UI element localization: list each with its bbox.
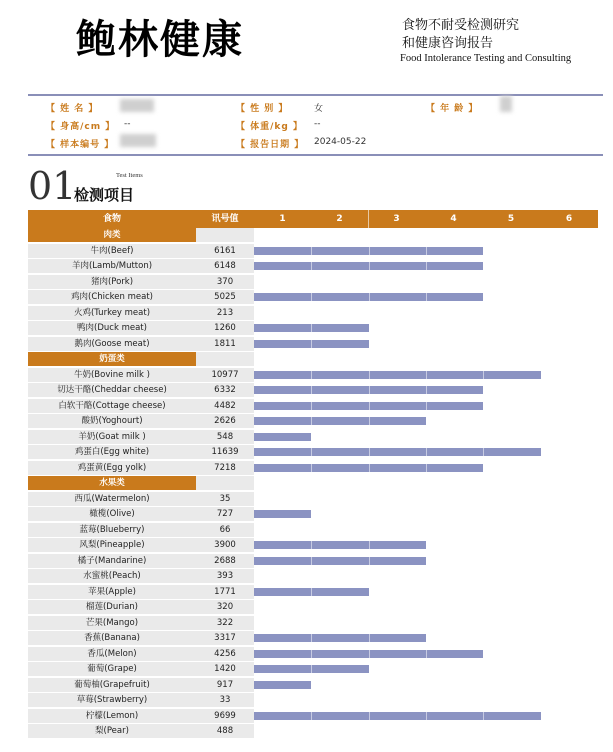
signal-value: 1771 [196, 585, 254, 600]
signal-value: 727 [196, 507, 254, 522]
table-row [28, 492, 598, 507]
food-name: 香瓜(Melon) [28, 647, 196, 662]
subtitle-line2: 和健康咨询报告 [402, 36, 494, 51]
food-name: 橘子(Mandarine) [28, 554, 196, 569]
food-name: 蓝莓(Blueberry) [28, 523, 196, 538]
bar-segment-divider [311, 371, 312, 379]
food-name: 白软干酪(Cottage cheese) [28, 399, 196, 414]
bar-segment-divider [369, 448, 370, 456]
section-title-en: Test Items [116, 172, 143, 179]
signal-value: 393 [196, 569, 254, 584]
food-name: 鸭肉(Duck meat) [28, 321, 196, 336]
category-row [28, 352, 598, 367]
signal-value: 2626 [196, 414, 254, 429]
table-row [28, 616, 598, 631]
bar-segment-divider [311, 541, 312, 549]
food-name: 风梨(Pineapple) [28, 538, 196, 553]
signal-value: 33 [196, 693, 254, 708]
age-label: 【 年 龄 】 [426, 104, 479, 114]
signal-value: 66 [196, 523, 254, 538]
header-level-5: 5 [507, 214, 515, 224]
table-row [28, 306, 598, 321]
name-redacted [120, 99, 154, 112]
bar-segment-divider [426, 262, 427, 270]
bar-segment-divider [483, 448, 484, 456]
table-row [28, 709, 598, 724]
bar-segment-divider [311, 417, 312, 425]
bar-segment-divider [369, 541, 370, 549]
header-signal: 讯号值 [211, 214, 239, 224]
food-name: 梨(Pear) [28, 724, 196, 739]
signal-value: 3900 [196, 538, 254, 553]
signal-value: 9699 [196, 709, 254, 724]
signal-value [196, 476, 254, 491]
food-name: 葡萄柚(Grapefruit) [28, 678, 196, 693]
signal-value: 2688 [196, 554, 254, 569]
bar-segment-divider [311, 247, 312, 255]
bar-segment-divider [311, 293, 312, 301]
bar-segment-divider [426, 293, 427, 301]
bar-segment-divider [369, 293, 370, 301]
signal-value: 6148 [196, 259, 254, 274]
food-name: 芒果(Mango) [28, 616, 196, 631]
signal-value: 548 [196, 430, 254, 445]
bar-segment-divider [369, 712, 370, 720]
bar-segment-divider [369, 402, 370, 410]
signal-value: 213 [196, 306, 254, 321]
signal-value: 370 [196, 275, 254, 290]
bar-segment-divider [311, 650, 312, 658]
food-name: 鹅肉(Goose meat) [28, 337, 196, 352]
bar-segment-divider [311, 402, 312, 410]
level-bar [254, 448, 541, 456]
category-row [28, 476, 598, 491]
table-row [28, 662, 598, 677]
weight-label: 【 体重/kg 】 [236, 122, 303, 132]
food-name: 羊肉(Lamb/Mutton) [28, 259, 196, 274]
table-row [28, 430, 598, 445]
signal-value: 11639 [196, 445, 254, 460]
food-name: 牛奶(Bovine milk ) [28, 368, 196, 383]
level-bar [254, 541, 426, 549]
bar-segment-divider [369, 386, 370, 394]
bar-segment-divider [369, 247, 370, 255]
signal-value: 917 [196, 678, 254, 693]
subtitle-line1: 食物不耐受检测研究 [402, 18, 520, 33]
bar-segment-divider [426, 448, 427, 456]
food-name: 切达干酪(Cheddar cheese) [28, 383, 196, 398]
bar-segment-divider [426, 386, 427, 394]
table-row [28, 507, 598, 522]
height-value: -- [124, 119, 131, 129]
header-level-4: 4 [450, 214, 457, 224]
top-rule [28, 94, 603, 96]
bar-segment-divider [483, 371, 484, 379]
table-row [28, 724, 598, 739]
bar-segment-divider [369, 371, 370, 379]
bar-segment-divider [311, 448, 312, 456]
signal-value: 10977 [196, 368, 254, 383]
name-label: 【 姓 名 】 [46, 104, 99, 114]
level-bar [254, 371, 541, 379]
level-bar [254, 510, 311, 518]
food-name: 火鸡(Turkey meat) [28, 306, 196, 321]
level-bar [254, 417, 426, 425]
table-row [28, 585, 598, 600]
food-name: 草莓(Strawberry) [28, 693, 196, 708]
table-row [28, 647, 598, 662]
signal-value: 3317 [196, 631, 254, 646]
category-label: 奶蛋类 [28, 352, 196, 367]
bar-segment-divider [426, 464, 427, 472]
bar-segment-divider [311, 712, 312, 720]
food-name: 柠檬(Lemon) [28, 709, 196, 724]
gender-label: 【 性 别 】 [236, 104, 289, 114]
food-name: 榴莲(Durian) [28, 600, 196, 615]
bar-segment-divider [311, 262, 312, 270]
category-row [28, 228, 598, 243]
table-header [28, 210, 598, 228]
date-label: 【 报告日期 】 [236, 140, 305, 150]
signal-value [196, 228, 254, 243]
table-row [28, 244, 598, 259]
signal-value: 5025 [196, 290, 254, 305]
bar-segment-divider [426, 371, 427, 379]
table-row [28, 523, 598, 538]
bar-segment-divider [311, 386, 312, 394]
signal-value: 1260 [196, 321, 254, 336]
header-divider [368, 210, 369, 228]
bar-segment-divider [311, 588, 312, 596]
signal-value [196, 352, 254, 367]
bar-segment-divider [369, 262, 370, 270]
table-row [28, 399, 598, 414]
level-bar [254, 557, 426, 565]
sample-label: 【 样本编号 】 [46, 140, 115, 150]
table-row [28, 678, 598, 693]
header-level-1: 1 [279, 214, 286, 224]
signal-value: 7218 [196, 461, 254, 476]
bar-segment-divider [311, 634, 312, 642]
food-name: 香蕉(Banana) [28, 631, 196, 646]
header-level-3: 3 [393, 214, 400, 224]
food-name: 猪肉(Pork) [28, 275, 196, 290]
brand-title: 鲍林健康 [76, 17, 244, 63]
food-name: 水蜜桃(Peach) [28, 569, 196, 584]
food-name: 鸡肉(Chicken meat) [28, 290, 196, 305]
bar-segment-divider [483, 712, 484, 720]
header-level-2: 2 [336, 214, 343, 224]
header-food: 食物 [102, 214, 121, 224]
signal-value: 6161 [196, 244, 254, 259]
table-row [28, 569, 598, 584]
food-name: 橄榄(Olive) [28, 507, 196, 522]
bar-segment-divider [311, 557, 312, 565]
bar-segment-divider [426, 402, 427, 410]
table-row [28, 290, 598, 305]
table-row [28, 275, 598, 290]
bar-segment-divider [311, 464, 312, 472]
signal-value: 1811 [196, 337, 254, 352]
weight-value: -- [314, 119, 321, 129]
table-row [28, 259, 598, 274]
signal-value: 320 [196, 600, 254, 615]
age-redacted [500, 96, 512, 112]
category-label: 肉类 [28, 228, 196, 243]
signal-value: 488 [196, 724, 254, 739]
bar-segment-divider [369, 464, 370, 472]
height-label: 【 身高/cm 】 [46, 122, 116, 132]
food-name: 酸奶(Yoghourt) [28, 414, 196, 429]
sample-redacted [120, 134, 156, 147]
food-name: 西瓜(Watermelon) [28, 492, 196, 507]
table-row [28, 600, 598, 615]
table-row [28, 414, 598, 429]
table-row [28, 693, 598, 708]
signal-value: 35 [196, 492, 254, 507]
category-label: 水果类 [28, 476, 196, 491]
bar-segment-divider [311, 665, 312, 673]
table-row [28, 337, 598, 352]
subtitle-en: Food Intolerance Testing and Consulting [400, 53, 572, 64]
header-level-6: 6 [565, 214, 573, 224]
food-name: 鸡蛋白(Egg white) [28, 445, 196, 460]
food-name: 羊奶(Goat milk ) [28, 430, 196, 445]
table-row [28, 368, 598, 383]
food-name: 苹果(Apple) [28, 585, 196, 600]
bar-segment-divider [369, 417, 370, 425]
section-number: 01 [28, 164, 77, 208]
level-bar [254, 712, 541, 720]
table-row [28, 383, 598, 398]
table-row [28, 461, 598, 476]
bar-segment-divider [311, 324, 312, 332]
food-name: 鸡蛋黄(Egg yolk) [28, 461, 196, 476]
bar-segment-divider [311, 340, 312, 348]
table-row [28, 631, 598, 646]
bar-segment-divider [369, 634, 370, 642]
table-row [28, 538, 598, 553]
table-row [28, 445, 598, 460]
bar-segment-divider [426, 650, 427, 658]
signal-value: 4482 [196, 399, 254, 414]
table-row [28, 554, 598, 569]
level-bar [254, 681, 311, 689]
table-row [28, 321, 598, 336]
food-name: 牛肉(Beef) [28, 244, 196, 259]
level-bar [254, 634, 426, 642]
bar-segment-divider [426, 712, 427, 720]
info-bottom-rule [28, 154, 603, 156]
signal-value: 1420 [196, 662, 254, 677]
date-value: 2024-05-22 [314, 137, 367, 147]
bar-segment-divider [369, 650, 370, 658]
signal-value: 322 [196, 616, 254, 631]
signal-value: 4256 [196, 647, 254, 662]
bar-segment-divider [369, 557, 370, 565]
section-title: 检测项目 [74, 186, 135, 204]
food-name: 葡萄(Grape) [28, 662, 196, 677]
level-bar [254, 433, 311, 441]
gender-value: 女 [314, 104, 324, 114]
bar-segment-divider [426, 247, 427, 255]
signal-value: 6332 [196, 383, 254, 398]
